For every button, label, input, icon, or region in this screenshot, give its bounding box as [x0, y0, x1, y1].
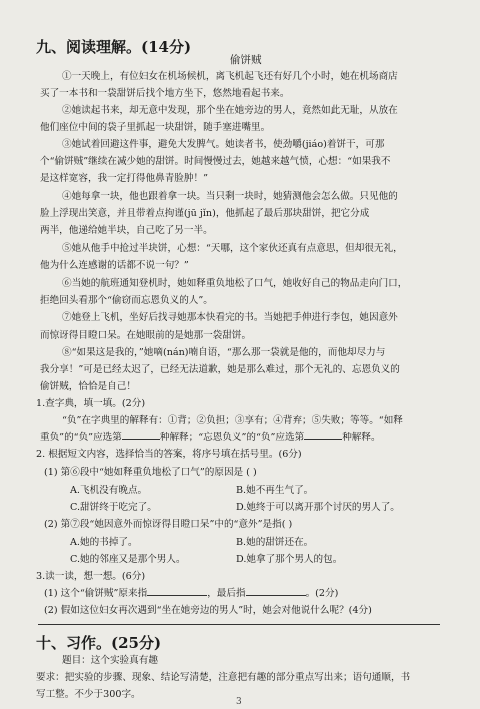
- option-d: D.她拿了那个男人的包。: [236, 554, 343, 565]
- essay-requirement: 要求：把实验的步骤、现象、结论写清楚，注意把有趣的部分重点写出来；语句通顺，书: [36, 672, 411, 683]
- question-3-sub-1: [44, 585, 338, 602]
- passage-line: 拒绝回头看那个“偷窃而忘恩负义的人”。: [40, 295, 213, 306]
- passage-line: 而惊讶得目瞪口呆。在她眼前的是她那一袋甜饼。: [40, 330, 252, 341]
- passage-line: 是这样宽容，我一定打得他鼻青脸肿！”: [40, 173, 208, 184]
- passage-line: 脸上浮现出笑意，并且带着点拘谨(jū jǐn)，他抓起了最后那块甜饼，把它分成: [40, 208, 370, 219]
- passage-line: 个“偷饼贼”继续在减少她的甜饼。时间慢慢过去，她越来越气愤，心想：“如果我不: [40, 156, 391, 167]
- passage-line: 他们座位中间的袋子里抓起一块甜饼，随手塞进嘴里。: [40, 122, 271, 133]
- passage-line: ①一天晚上，有位妇女在机场候机，离飞机起飞还有好几个小时，她在机场商店: [62, 71, 398, 82]
- question-2-title: 2. 根据短文内容，选择恰当的答案，将序号填在括号里。(6分): [36, 449, 302, 460]
- essay-topic: 题目：这个实验真有趣: [62, 655, 158, 666]
- answer-blank[interactable]: [246, 586, 306, 596]
- passage-line: 两半，他递给她半块，自己吃了另一半。: [40, 225, 213, 236]
- passage-line: 买了一本书和一袋甜饼后找个地方坐下，悠然地看起书来。: [40, 88, 290, 99]
- story-title: 偷饼贼: [230, 54, 262, 66]
- option-b: B.她的甜饼还在。: [236, 537, 314, 548]
- passage-line: ③她试着回避这件事，避免大发脾气。她读者书，使劲嚼(jiáo)着饼干，可那: [62, 139, 385, 150]
- question-1-line: [40, 429, 381, 446]
- option-b: B.她不再生气了。: [236, 485, 314, 496]
- question-3-part-c: 。(2分): [305, 588, 339, 599]
- question-3-sub-2: (2) 假如这位妇女再次遇到“坐在她旁边的男人”时，她会对他说什么呢？(4分): [44, 605, 372, 616]
- passage-line: ⑤她从他手中抢过半块饼，心想：“天哪，这个家伙还真有点意思，但却很无礼，: [62, 243, 403, 254]
- passage-line: 他为什么连感谢的话都不说一句？”: [40, 260, 189, 271]
- answer-blank[interactable]: [304, 430, 342, 440]
- page-number: 3: [236, 697, 242, 707]
- passage-line: ⑦她登上飞机，坐好后找寻她那本快看完的书。当她把手伸进行李包，她因意外: [62, 312, 398, 323]
- question-1-part-a: 重负”的“负”应选第: [40, 432, 122, 443]
- question-2-sub-2: (2) 第⑦段“她因意外而惊讶得目瞪口呆”中的“意外”是指( ): [44, 519, 293, 530]
- option-c: C.甜饼终于吃完了。: [70, 502, 157, 513]
- passage-line: ⑧“如果这是我的，”她嘀(nán)喃自语，“那么那一袋就是他的，而他却尽力与: [62, 347, 386, 358]
- question-1-title: 1.查字典，填一填。(2分): [36, 398, 146, 409]
- question-1-part-b: 种解释；“忘恩负义”的“负”应选第: [159, 432, 305, 443]
- passage-line: 偷饼贼，恰恰是自己！: [40, 381, 136, 392]
- passage-line: ⑥当她的航班通知登机时，她如释重负地松了口气，她收好自己的物品走向门口，: [62, 278, 408, 289]
- option-c: C.她的邻座又是那个男人。: [70, 554, 186, 565]
- passage-line: ②她读起书来，却无意中发现，那个坐在她旁边的男人，竟然如此无耻，从放在: [62, 105, 398, 116]
- section-10-heading: 十、习作。(25分): [36, 634, 162, 652]
- answer-line[interactable]: [38, 624, 440, 625]
- section-9-heading: 九、阅读理解。(14分): [36, 38, 192, 56]
- answer-blank[interactable]: [147, 586, 207, 596]
- question-2-sub-1: (1) 第⑥段中“她如释重负地松了口气”的原因是 ( ): [44, 467, 257, 478]
- passage-line: ④她每拿一块，他也跟着拿一块。当只剩一块时，她猜测他会怎么做。只见他的: [62, 191, 398, 202]
- option-a: A.飞机没有晚点。: [70, 485, 148, 496]
- option-a: A.她的书掉了。: [70, 537, 138, 548]
- question-3-title: 3.读一读，想一想。(6分): [36, 571, 146, 582]
- question-1-text: “负”在字典里的解释有：①背；②负担；③享有；④背弃；⑤失败；等等。“如释: [62, 415, 403, 426]
- question-1-part-c: 种解释。: [342, 432, 381, 443]
- passage-line: 我分享！”可是已经太迟了，已经无法道歉，她是那么难过，那个无礼的、忘恩负义的: [40, 364, 400, 375]
- option-d: D.她终于可以离开那个讨厌的男人了。: [236, 502, 400, 513]
- question-3-part-a: (1) 这个“偷饼贼”原来指: [44, 588, 148, 599]
- essay-requirement: 写工整。不少于300字。: [36, 689, 141, 700]
- question-3-part-b: ，最后指: [207, 588, 246, 599]
- answer-blank[interactable]: [122, 430, 160, 440]
